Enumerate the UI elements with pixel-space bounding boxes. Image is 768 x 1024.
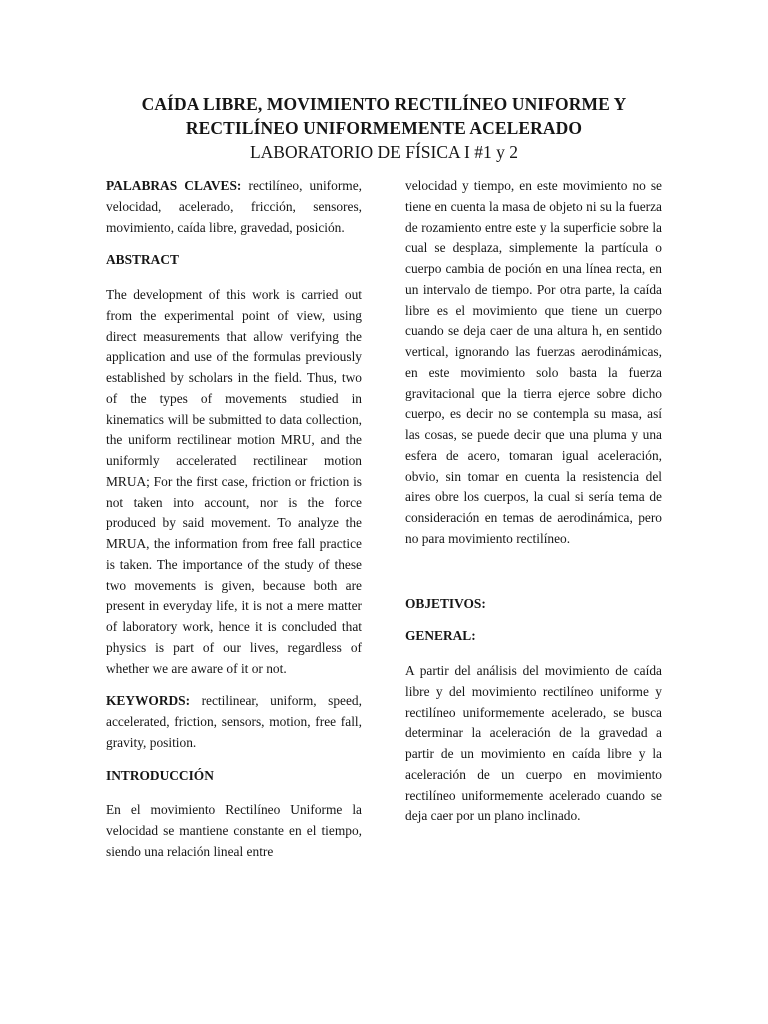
keywords-label: KEYWORDS:: [106, 693, 191, 709]
palabras-claves-paragraph: [106, 176, 362, 238]
abstract-text: The development of this work is carried out from the experimental point of view, using direct measurements that allow verifying the application and use of the formulas previously established by scholars in the field. Thus, two of the types of movements studied in kinematics will be submitted to data collection, the uniform rectilinear motion MRU, and the uniformly accelerated rectilinear motion MRUA; For the first case, friction or friction is not taken into account, nor is the force produced by said movement. To analyze the MRUA, the information from free fall practice is taken. The importance of the study of these two movements is given, because both are present in everyday life, it is not a mere matter of laboratory work, hence it is concluded that physics is part of our lives, regardless of whether we are aware of it or not.: [106, 287, 362, 676]
general-heading: GENERAL:: [405, 628, 476, 644]
keywords-paragraph: [106, 691, 362, 753]
left-column: [106, 176, 362, 863]
title-line-2: RECTILÍNEO UNIFORMEMENTE ACELERADO: [185, 118, 583, 138]
introduccion-heading: INTRODUCCIÓN: [106, 767, 214, 783]
keywords-text: rectilinear, uniform, speed, accelerated, friction, sensors, motion, free fall, gravity, position.: [106, 693, 362, 750]
abstract-heading: ABSTRACT: [106, 252, 179, 268]
palabras-claves-label: PALABRAS CLAVES:: [106, 178, 242, 193]
introduccion-text-right: velocidad y tiempo, en este movimiento no se tiene en cuenta la masa de objeto ni su la fuerza de rozamiento entre este y la superficie sobre la cual se desplaza, simplemente la partícula o cuerpo cambia de poción en una línea recta, en un intervalo de tiempo. Por otra parte, la caída libre es el movimiento que tiene un cuerpo cuando se deja caer de una altura h, en sentido vertical, ignorando las fuerzas aerodinámicas, en este movimiento solo basta la fuerza gravitacional que la tierra ejerce sobre dicho cuerpo, es decir no se contempla su masa, así las cosas, se puede decir que una pluma y una esfera de acero, tomaran igual aceleración, obvio, sin tomar en cuenta la resistencia del aires obre los cuerpos, la cual si sería tema de consideración en temas de aerodinámica, pero no para movimiento rectilíneo.: [405, 178, 662, 546]
title-line-1: CAÍDA LIBRE, MOVIMIENTO RECTILÍNEO UNIFORME Y: [141, 94, 627, 114]
introduccion-text-left: En el movimiento Rectilíneo Uniforme la velocidad se mantiene constante en el tiempo, siendo una relación lineal entre: [106, 802, 362, 859]
title-block: [0, 92, 768, 164]
palabras-claves-text: rectilíneo, uniforme, velocidad, acelerado, fricción, sensores, movimiento, caída libre, gravedad, posición.: [106, 178, 362, 235]
objetivos-heading: OBJETIVOS:: [405, 595, 486, 611]
subtitle: LABORATORIO DE FÍSICA I #1 y 2: [249, 142, 519, 162]
right-column: [405, 176, 662, 827]
general-text: A partir del análisis del movimiento de caída libre y del movimiento rectilíneo uniforme y rectilíneo uniformemente acelerado, se busca determinar la aceleración de la gravedad a partir de un movimiento en caída libre y la aceleración de un cuerpo en movimiento rectilíneo uniformemente acelerado cuando se deja caer por un plano inclinado.: [405, 663, 662, 824]
